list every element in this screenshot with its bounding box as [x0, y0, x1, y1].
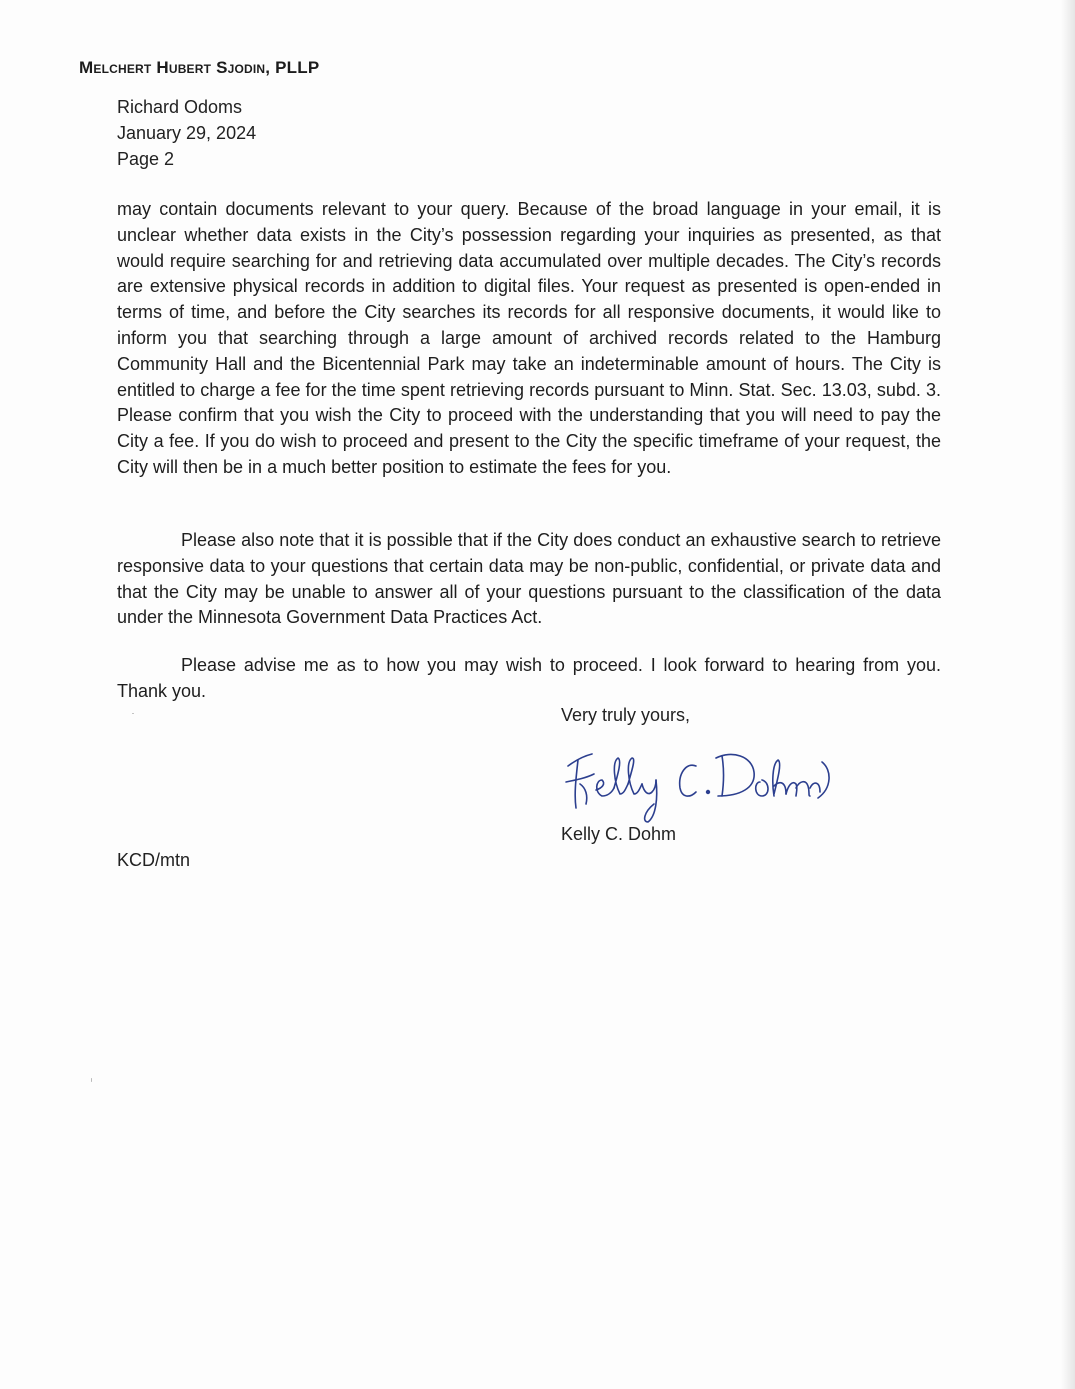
letter-header: [117, 94, 256, 172]
body-paragraph-3: Please advise me as to how you may wish to proceed. I look forward to hearing from you. Thank you.: [117, 655, 941, 701]
firm-name: Melchert Hubert Sjodin, PLLP: [79, 58, 320, 77]
reference-initials: KCD/mtn: [117, 850, 191, 870]
letter-date: January 29, 2024: [117, 123, 257, 143]
body-paragraph-2: Please also note that it is possible that if the City does conduct an exhaustive search to retrieve responsive data to your questions that certain data may be non-public, confidential, or private data and that the City may be unable to answer all of your questions pursuant to the classification of the data under the Minnesota Government Data Practices Act.: [117, 530, 941, 628]
valediction: Very truly yours,: [561, 705, 691, 725]
scan-edge-shadow: [1061, 0, 1075, 1389]
body-paragraph-1: may contain documents relevant to your query. Because of the broad language in your email, it is unclear whether data exists in the City’s possession regarding your inquiries as presented, as that would require searching for and retrieving data accumulated over multiple decades. The City’s records are extensive physical records in addition to digital files. Your request as presented is open-ended in terms of time, and before the City searches its records for all responsive documents, it would like to inform you that searching through a large amount of archived records related to the Hamburg Community Hall and the Bicentennial Park may take an indeterminable amount of hours. The City is entitled to charge a fee for the time spent retrieving records pursuant to Minn. Stat. Sec. 13.03, subd. 3. Please confirm that you wish the City to proceed with the understanding that you will need to pay the City a fee. If you do wish to proceed and present to the City the specific timeframe of your request, the City will then be in a much better position to estimate the fees for you.: [117, 199, 941, 477]
page-number: Page 2: [117, 149, 175, 169]
recipient-name: Richard Odoms: [117, 97, 243, 117]
signer-name: Kelly C. Dohm: [561, 824, 677, 844]
handwritten-signature: [556, 738, 846, 828]
scan-speck: [132, 713, 134, 714]
scan-speck: [91, 1078, 92, 1082]
